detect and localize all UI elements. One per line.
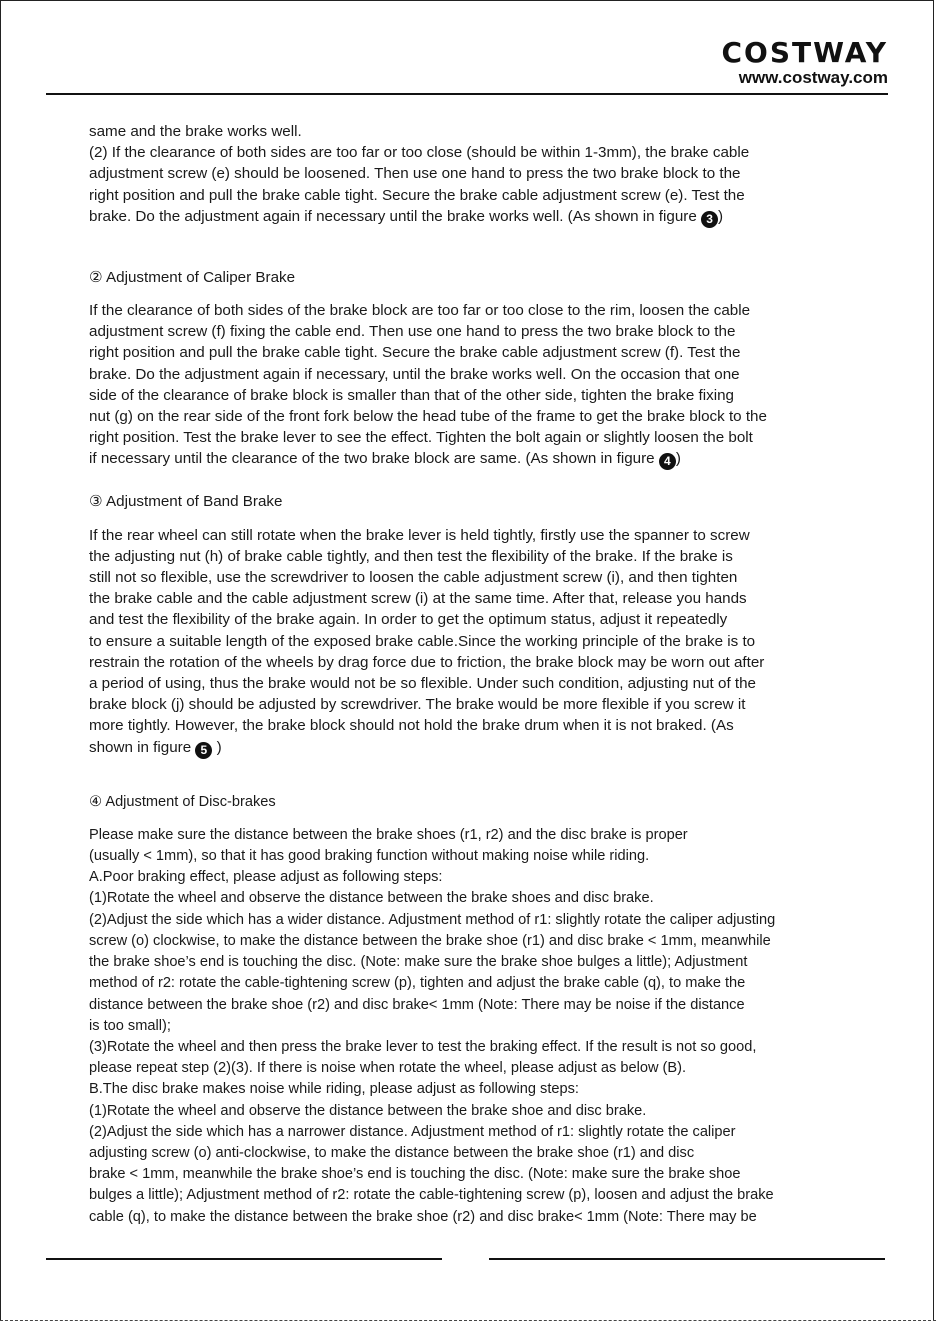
figure-5-badge: 5: [195, 742, 212, 759]
footer-rule-left: [46, 1258, 442, 1260]
text-line: brake block (j) should be adjusted by screwdriver. The brake would be more flexible if you screw it: [89, 696, 746, 714]
text-line: [89, 737, 849, 759]
text-line: B.The disc brake makes noise while riding, please adjust as following steps:: [89, 1081, 579, 1098]
text-line: A.Poor braking effect, please adjust as following steps:: [89, 869, 443, 886]
text-segment: shown in figure: [89, 738, 192, 756]
text-line: more tightly. However, the brake block should not hold the brake drum when it is not braked. (As: [89, 717, 734, 735]
brand-name: COSTWAY: [721, 36, 888, 69]
text-line: the brake cable and the cable adjustment screw (i) at the same time. After that, release you hands: [89, 590, 747, 608]
text-line: side of the clearance of brake block is smaller than that of the other side, tighten the brake fixing: [89, 386, 734, 404]
text-line: (2) If the clearance of both sides are too far or too close (should be within 1-3mm), the brake cable: [89, 144, 750, 162]
text-line: cable (q), to make the distance between the brake shoe (r2) and disc brake< 1mm (Note: There may be: [89, 1208, 757, 1225]
paren-close: ): [675, 450, 681, 468]
footer-rule-right: [489, 1258, 885, 1260]
text-line: same and the brake works well.: [89, 123, 302, 140]
caliper-brake-heading: ② Adjustment of Caliper Brake: [89, 268, 296, 286]
text-line: adjustment screw (f) fixing the cable end. Then use one hand to press the two brake block to the: [89, 323, 736, 341]
text-line: restrain the rotation of the wheels by drag force due to friction, the brake block may be worn out after: [89, 653, 765, 671]
disc-brake-heading: ④ Adjustment of Disc-brakes: [89, 793, 276, 810]
text-segment: brake. Do the adjustment again if necessary until the brake works well. (As shown in figure: [89, 207, 697, 225]
text-line: brake. Do the adjustment again if necessary, until the brake works well. On the occasion that one: [89, 365, 740, 383]
text-line: Please make sure the distance between the brake shoes (r1, r2) and the disc brake is proper: [89, 826, 688, 843]
paren-close: ): [718, 207, 724, 225]
text-line: (usually < 1mm), so that it has good braking function without making noise while riding.: [89, 848, 650, 865]
text-line: please repeat step (2)(3). If there is noise when rotate the wheel, please adjust as below (B).: [89, 1060, 687, 1077]
disc-brake-section: [89, 792, 849, 1228]
text-line: distance between the brake shoe (r2) and disc brake< 1mm (Note: There may be noise if the distance: [89, 996, 745, 1013]
page-cut-line: [0, 1320, 936, 1321]
band-brake-heading: ③ Adjustment of Band Brake: [89, 493, 283, 511]
band-brake-section: [89, 491, 849, 758]
figure-4-badge: 4: [659, 453, 676, 470]
costway-logo: [721, 38, 888, 88]
text-line: (2)Adjust the side which has a wider distance. Adjustment method of r1: slightly rotate the caliper adjusting: [89, 911, 776, 928]
brand-url: www.costway.com: [738, 68, 888, 87]
text-line: right position. Test the brake lever to see the effect. Tighten the bolt again or slightly loosen the bolt: [89, 429, 753, 447]
text-line: bulges a little); Adjustment method of r2: rotate the cable-tightening screw (p), loosen and adjust the brake: [89, 1187, 774, 1204]
text-line: (3)Rotate the wheel and then press the brake lever to test the braking effect. If the result is not so good,: [89, 1038, 757, 1055]
text-line: screw (o) clockwise, to make the distance between the brake shoe (r1) and disc brake < 1mm, meanwhile: [89, 932, 771, 949]
intro-section: [89, 121, 849, 228]
text-line: is too small);: [89, 1017, 171, 1034]
text-line: the brake shoe’s end is touching the disc. (Note: make sure the brake shoe bulges a little); Adjustment: [89, 954, 748, 971]
text-line: right position and pull the brake cable tight. Secure the brake cable adjustment screw (f). Test the: [89, 344, 741, 362]
text-line: and test the flexibility of the brake again. In order to get the optimum status, adjust it repeatedly: [89, 611, 728, 629]
text-line: the adjusting nut (h) of brake cable tightly, and then test the flexibility of the brake. If the brake is: [89, 547, 733, 565]
header-divider: [46, 93, 888, 95]
text-line: adjusting screw (o) anti-clockwise, to make the distance between the brake shoe (r1) and disc: [89, 1144, 695, 1161]
text-line: a period of using, thus the brake would not be so flexible. Under such condition, adjusting nut of the: [89, 675, 756, 693]
manual-content: [89, 121, 849, 1228]
paren-close: ): [216, 738, 222, 756]
caliper-brake-section: [89, 267, 849, 471]
text-line: method of r2: rotate the cable-tightening screw (p), tighten and adjust the brake cable (q), to make the: [89, 975, 746, 992]
text-line: nut (g) on the rear side of the front fork below the head tube of the frame to get the brake block to the: [89, 408, 767, 426]
text-line: (1)Rotate the wheel and observe the distance between the brake shoes and disc brake.: [89, 890, 654, 907]
text-line: If the clearance of both sides of the brake block are too far or too close to the rim, loosen the cable: [89, 302, 751, 320]
text-line: brake < 1mm, meanwhile the brake shoe’s end is touching the disc. (Note: make sure the brake shoe: [89, 1166, 741, 1183]
text-line: [89, 206, 849, 228]
text-line: (2)Adjust the side which has a narrower distance. Adjustment method of r1: slightly rotate the caliper: [89, 1123, 736, 1140]
text-segment: if necessary until the clearance of the two brake block are same. (As shown in figure: [89, 450, 655, 468]
text-line: If the rear wheel can still rotate when the brake lever is held tightly, firstly use the spanner to screw: [89, 526, 750, 544]
text-line: [89, 448, 849, 470]
text-line: adjustment screw (e) should be loosened. Then use one hand to press the two brake block to the: [89, 165, 741, 183]
figure-3-badge: 3: [701, 211, 718, 228]
text-line: to ensure a suitable length of the exposed brake cable.Since the working principle of the brake is to: [89, 632, 756, 650]
text-line: right position and pull the brake cable tight. Secure the brake cable adjustment screw (e). Test the: [89, 186, 745, 204]
text-line: still not so flexible, use the screwdriver to loosen the cable adjustment screw (i), and then tighten: [89, 569, 738, 587]
text-line: (1)Rotate the wheel and observe the distance between the brake shoe and disc brake.: [89, 1102, 647, 1119]
